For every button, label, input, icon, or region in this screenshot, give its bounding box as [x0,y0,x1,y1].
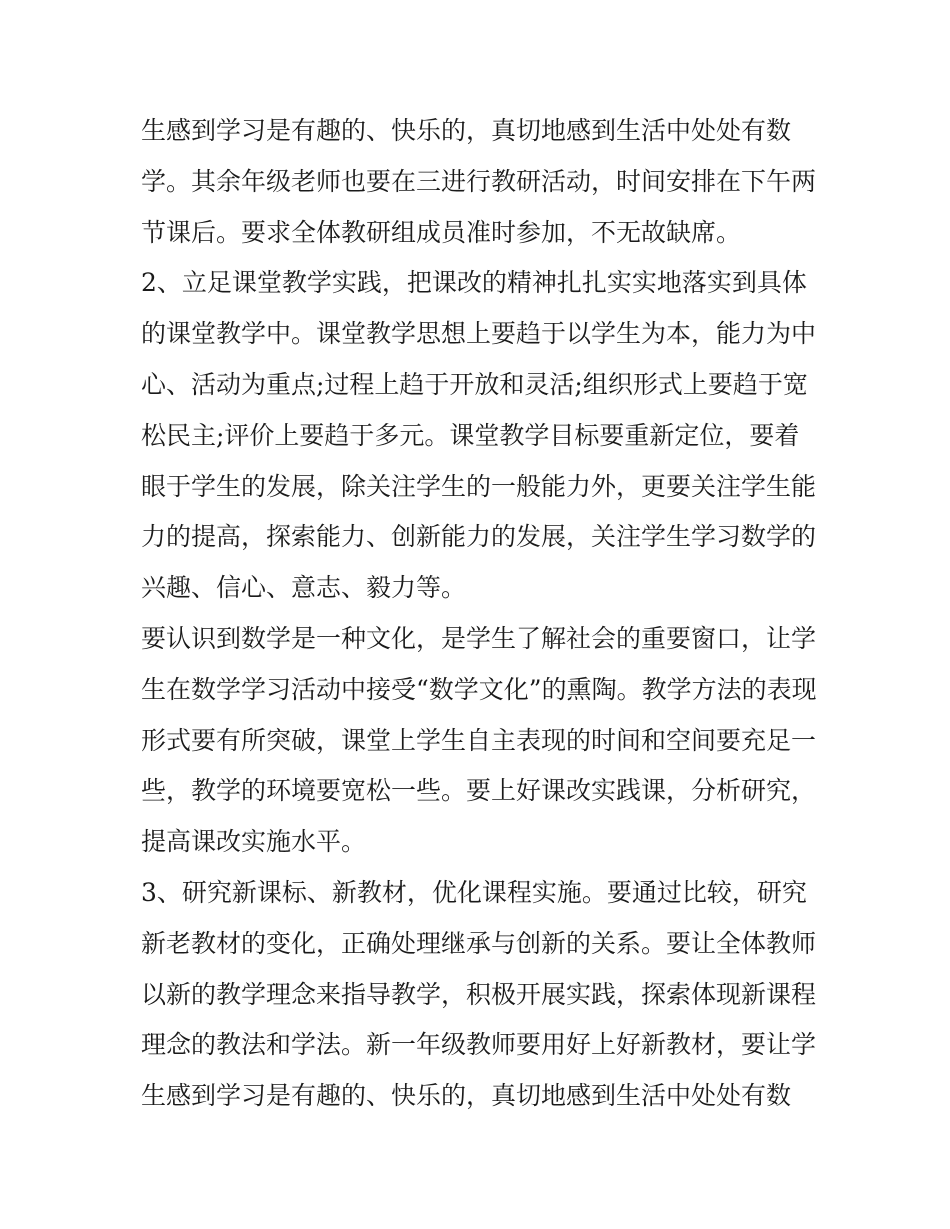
text-line: 3、研究新课标、新教材，优化课程实施。要通过比较，研究 [141,877,807,907]
text-line: 心、活动为重点;过程上趋于开放和灵活;组织形式上要趋于宽 [141,369,808,399]
text-line: 形式要有所突破，课堂上学生自主表现的时间和空间要充足一 [141,725,817,755]
text-line: 2、立足课堂教学实践，把课改的精神扎扎实实地落实到具体 [141,268,807,298]
text-line: 生感到学习是有趣的、快乐的，真切地感到生活中处处有数 [141,116,792,145]
text-line: 学。其余年级老师也要在三进行教研活动，时间安排在下午两 [141,166,817,196]
text-line: 生感到学习是有趣的、快乐的，真切地感到生活中处处有数 [141,1081,792,1111]
text-line: 理念的教法和学法。新一年级教师要用好上好新教材，要让学 [141,1030,817,1060]
text-line: 松民主;评价上要趋于多元。课堂教学目标要重新定位，要着 [141,420,800,450]
text-line: 以新的教学理念来指导教学，积极开展实践，探索体现新课程 [141,979,817,1009]
text-line: 要认识到数学是一种文化，是学生了解社会的重要窗口，让学 [141,623,817,653]
text-line: 兴趣、信心、意志、毅力等。 [141,573,467,603]
text-line: 眼于学生的发展，除关注学生的一般能力外，更要关注学生能 [141,471,817,501]
text-line: 力的提高，探索能力、创新能力的发展，关注学生学习数学的 [141,522,817,552]
text-line: 新老教材的变化，正确处理继承与创新的关系。要让全体教师 [141,928,817,958]
text-line: 提高课改实施水平。 [141,827,367,857]
text-line: 些，教学的环境要宽松一些。要上好课改实践课，分析研究， [141,776,817,806]
body-text [141,106,821,1122]
text-line: 节课后。要求全体教研组成员准时参加，不无故缺席。 [141,217,742,247]
text-line: 生在数学学习活动中接受“数学文化”的熏陶。教学方法的表现 [141,674,817,704]
text-line: 的课堂教学中。课堂教学思想上要趋于以学生为本，能力为中 [141,319,817,349]
